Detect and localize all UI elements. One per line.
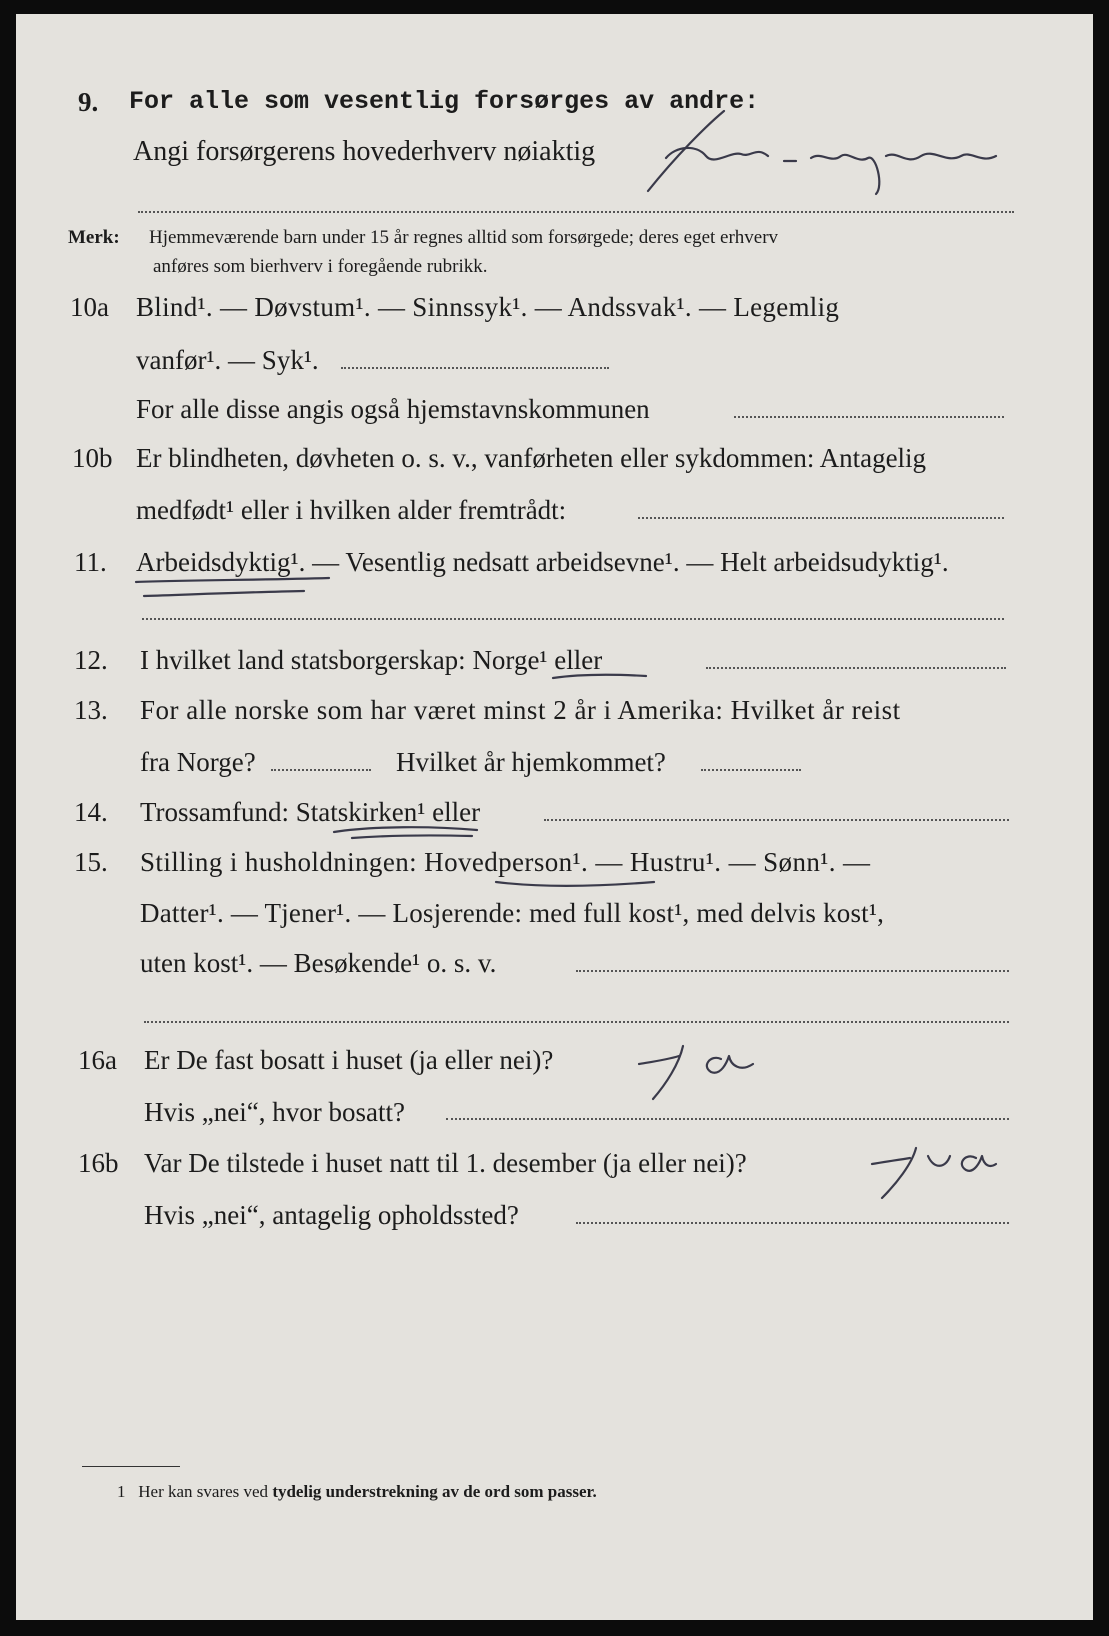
q9-answer-line bbox=[138, 211, 1014, 213]
q16a-handwritten-answer bbox=[631, 1034, 771, 1104]
q10a-home-municipality-line bbox=[734, 416, 1004, 418]
q11-underline-mark bbox=[134, 574, 334, 604]
q16b-handwritten-answer bbox=[868, 1134, 998, 1204]
q14-number: 14. bbox=[74, 797, 108, 827]
footnote-text-bold: tydelig understrekning av de ord som passer. bbox=[272, 1482, 597, 1501]
q16a-residence-line bbox=[446, 1118, 1009, 1120]
q10a-line3: For alle disse angis også hjemstavnskommunen bbox=[136, 394, 650, 424]
q16a-line1: Er De fast bosatt i huset (ja eller nei)? bbox=[144, 1045, 554, 1075]
q13-number: 13. bbox=[74, 695, 108, 725]
q9-line2: Angi forsørgerens hovederhverv nøiaktig bbox=[133, 136, 596, 167]
q16b-line2: Hvis „nei“, antagelig opholdssted? bbox=[144, 1200, 519, 1230]
q15-answer-line bbox=[576, 970, 1009, 972]
q14-answer-line bbox=[544, 819, 1009, 821]
footnote-rule bbox=[82, 1466, 180, 1467]
q9-number: 9. bbox=[78, 87, 99, 117]
q11-number: 11. bbox=[74, 547, 107, 577]
q15-underline-mark bbox=[494, 872, 664, 894]
merk-line2: anføres som bierhverv i foregående rubrikk. bbox=[153, 256, 488, 277]
q10a-number: 10a bbox=[70, 292, 109, 322]
q15-extra-line bbox=[144, 1021, 1009, 1023]
q14-underline-mark bbox=[332, 822, 482, 844]
q15-line3: uten kost¹. — Besøkende¹ o. s. v. bbox=[140, 948, 497, 978]
q11-answer-line bbox=[142, 618, 1004, 620]
q15-line2: Datter¹. — Tjener¹. — Losjerende: med full kost¹, med delvis kost¹, bbox=[140, 898, 885, 928]
merk-label: Merk: bbox=[68, 227, 120, 248]
q9-line1: For alle som vesentlig forsørges av andre: bbox=[129, 87, 760, 116]
q13-return-year-line bbox=[701, 769, 801, 771]
census-form-page bbox=[16, 14, 1093, 1620]
q10a-line2: vanfør¹. — Syk¹. bbox=[136, 345, 319, 375]
q10b-answer-line bbox=[638, 517, 1004, 519]
q10a-line1: Blind¹. — Døvstum¹. — Sinnssyk¹. — Andssvak¹. — Legemlig bbox=[136, 292, 840, 322]
q10b-line1: Er blindheten, døvheten o. s. v., vanførheten eller sykdommen: Antagelig bbox=[136, 443, 927, 473]
q14-line1: Trossamfund: Statskirken¹ eller bbox=[140, 797, 481, 827]
q13-departure-year-line bbox=[271, 769, 371, 771]
q12-underline-mark bbox=[551, 670, 651, 690]
q11-line1: Arbeidsdyktig¹. — Vesentlig nedsatt arbeidsevne¹. — Helt arbeidsudyktig¹. bbox=[136, 547, 949, 577]
q13-line2b: Hvilket år hjemkommet? bbox=[396, 747, 666, 777]
q12-line1: I hvilket land statsborgerskap: Norge¹ eller bbox=[140, 645, 603, 675]
q10b-line2: medfødt¹ eller i hvilken alder fremtrådt: bbox=[136, 495, 567, 525]
q10a-sick-line bbox=[341, 367, 609, 369]
footnote-text-plain: Her kan svares ved bbox=[138, 1482, 269, 1501]
q13-line1: For alle norske som har været minst 2 år i Amerika: Hvilket år reist bbox=[140, 695, 901, 725]
q9-handwritten-answer bbox=[636, 106, 1016, 196]
q15-number: 15. bbox=[74, 847, 108, 877]
q16a-number: 16a bbox=[78, 1045, 117, 1075]
q15-line1: Stilling i husholdningen: Hovedperson¹. — Hustru¹. — Sønn¹. — bbox=[140, 847, 871, 877]
footnote-mark: 1 bbox=[117, 1482, 126, 1501]
q13-line2a: fra Norge? bbox=[140, 747, 256, 777]
footnote bbox=[117, 1481, 597, 1503]
q16b-whereabouts-line bbox=[576, 1222, 1009, 1224]
q12-number: 12. bbox=[74, 645, 108, 675]
q16b-number: 16b bbox=[78, 1148, 119, 1178]
q12-answer-line bbox=[706, 667, 1006, 669]
q16b-line1: Var De tilstede i huset natt til 1. desember (ja eller nei)? bbox=[144, 1148, 747, 1178]
merk-line1: Hjemmeværende barn under 15 år regnes alltid som forsørgede; deres eget erhverv bbox=[149, 227, 779, 248]
q16a-line2: Hvis „nei“, hvor bosatt? bbox=[144, 1097, 405, 1127]
q10b-number: 10b bbox=[72, 443, 113, 473]
